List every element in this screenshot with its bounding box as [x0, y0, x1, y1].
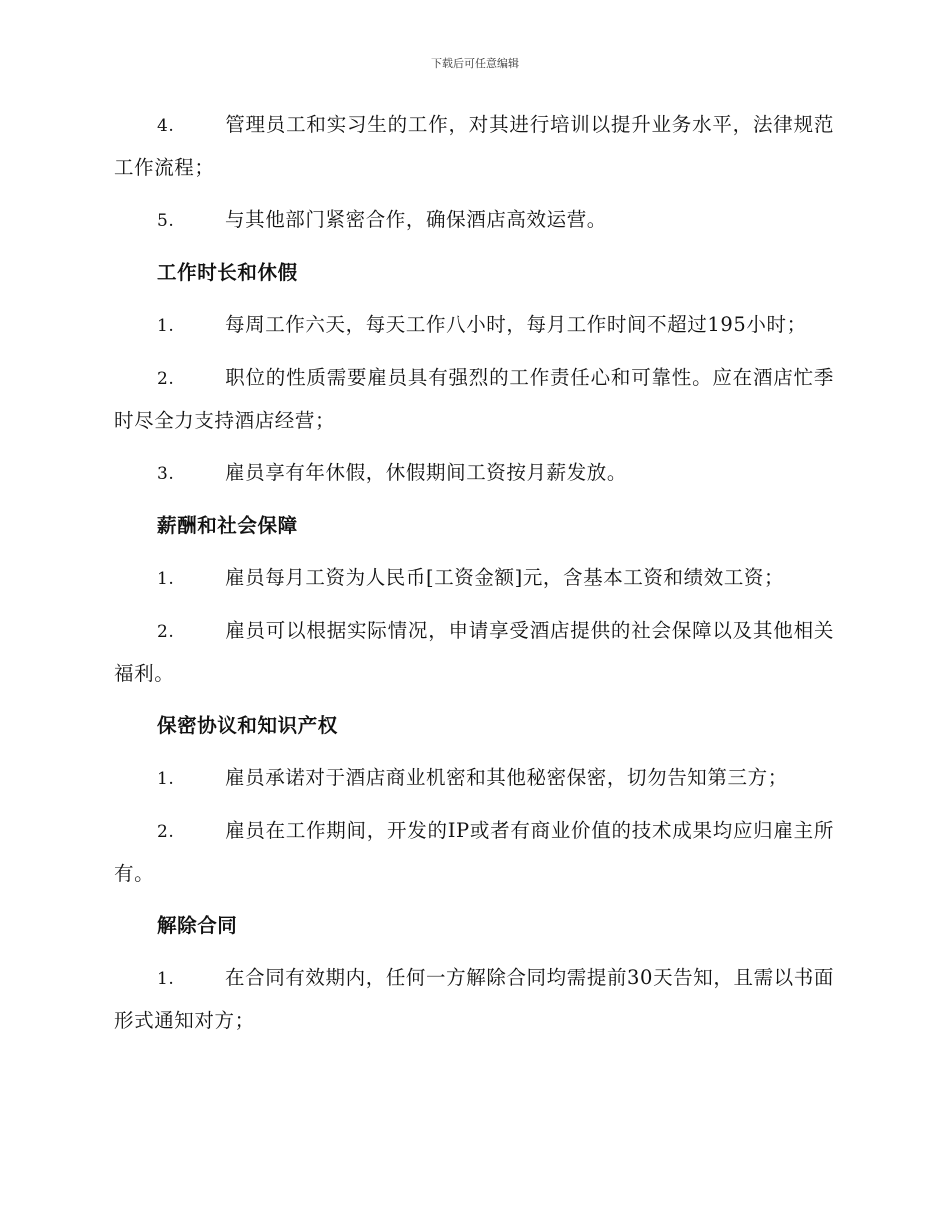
item-number: 4.: [157, 116, 175, 136]
list-item: [114, 304, 834, 347]
document-body: [114, 104, 834, 1052]
item-number: 3.: [157, 464, 175, 484]
list-item: [114, 357, 834, 442]
item-text: 管理员工和实习生的工作，对其进行培训以提升业务水平，法律规范工作流程；: [114, 113, 834, 179]
item-number: 2.: [157, 369, 175, 389]
list-item: [114, 104, 834, 189]
section-heading-salary: 薪酬和社会保障: [157, 514, 298, 537]
list-item: [114, 557, 834, 600]
item-text: 与其他部门紧密合作，确保酒店高效运营。: [225, 208, 607, 231]
list-item: [114, 957, 834, 1042]
item-text: 雇员在工作期间，开发的IP或者有商业价值的技术成果均应归雇主所有。: [114, 819, 834, 885]
list-item: [114, 810, 834, 895]
item-text: 雇员可以根据实际情况，申请享受酒店提供的社会保障以及其他相关福利。: [114, 619, 834, 685]
list-item: [114, 757, 834, 800]
item-text: 在合同有效期内，任何一方解除合同均需提前30天告知，且需以书面形式通知对方；: [114, 966, 834, 1032]
item-text: 职位的性质需要雇员具有强烈的工作责任心和可靠性。应在酒店忙季时尽全力支持酒店经营；: [114, 366, 834, 432]
item-text: 雇员承诺对于酒店商业机密和其他秘密保密，切勿告知第三方；: [225, 766, 788, 789]
item-number: 1.: [157, 769, 175, 789]
item-number: 1.: [157, 969, 175, 989]
item-number: 1.: [157, 569, 175, 589]
section-heading-confidentiality: 保密协议和知识产权: [157, 714, 338, 737]
section-heading-work-hours: 工作时长和休假: [157, 261, 298, 284]
list-item: [114, 610, 834, 695]
item-text: 每周工作六天，每天工作八小时，每月工作时间不超过195小时；: [225, 313, 807, 336]
item-text: 雇员享有年休假，休假期间工资按月薪发放。: [225, 461, 628, 484]
item-number: 1.: [157, 316, 175, 336]
item-number: 5.: [157, 211, 175, 231]
list-item: [114, 199, 834, 242]
item-text: 雇员每月工资为人民币[工资金额]元，含基本工资和绩效工资；: [225, 566, 785, 589]
page-header: 下载后可任意编辑: [431, 57, 519, 70]
item-number: 2.: [157, 822, 175, 842]
section-heading-termination: 解除合同: [157, 914, 238, 937]
item-number: 2.: [157, 622, 175, 642]
list-item: [114, 452, 834, 495]
